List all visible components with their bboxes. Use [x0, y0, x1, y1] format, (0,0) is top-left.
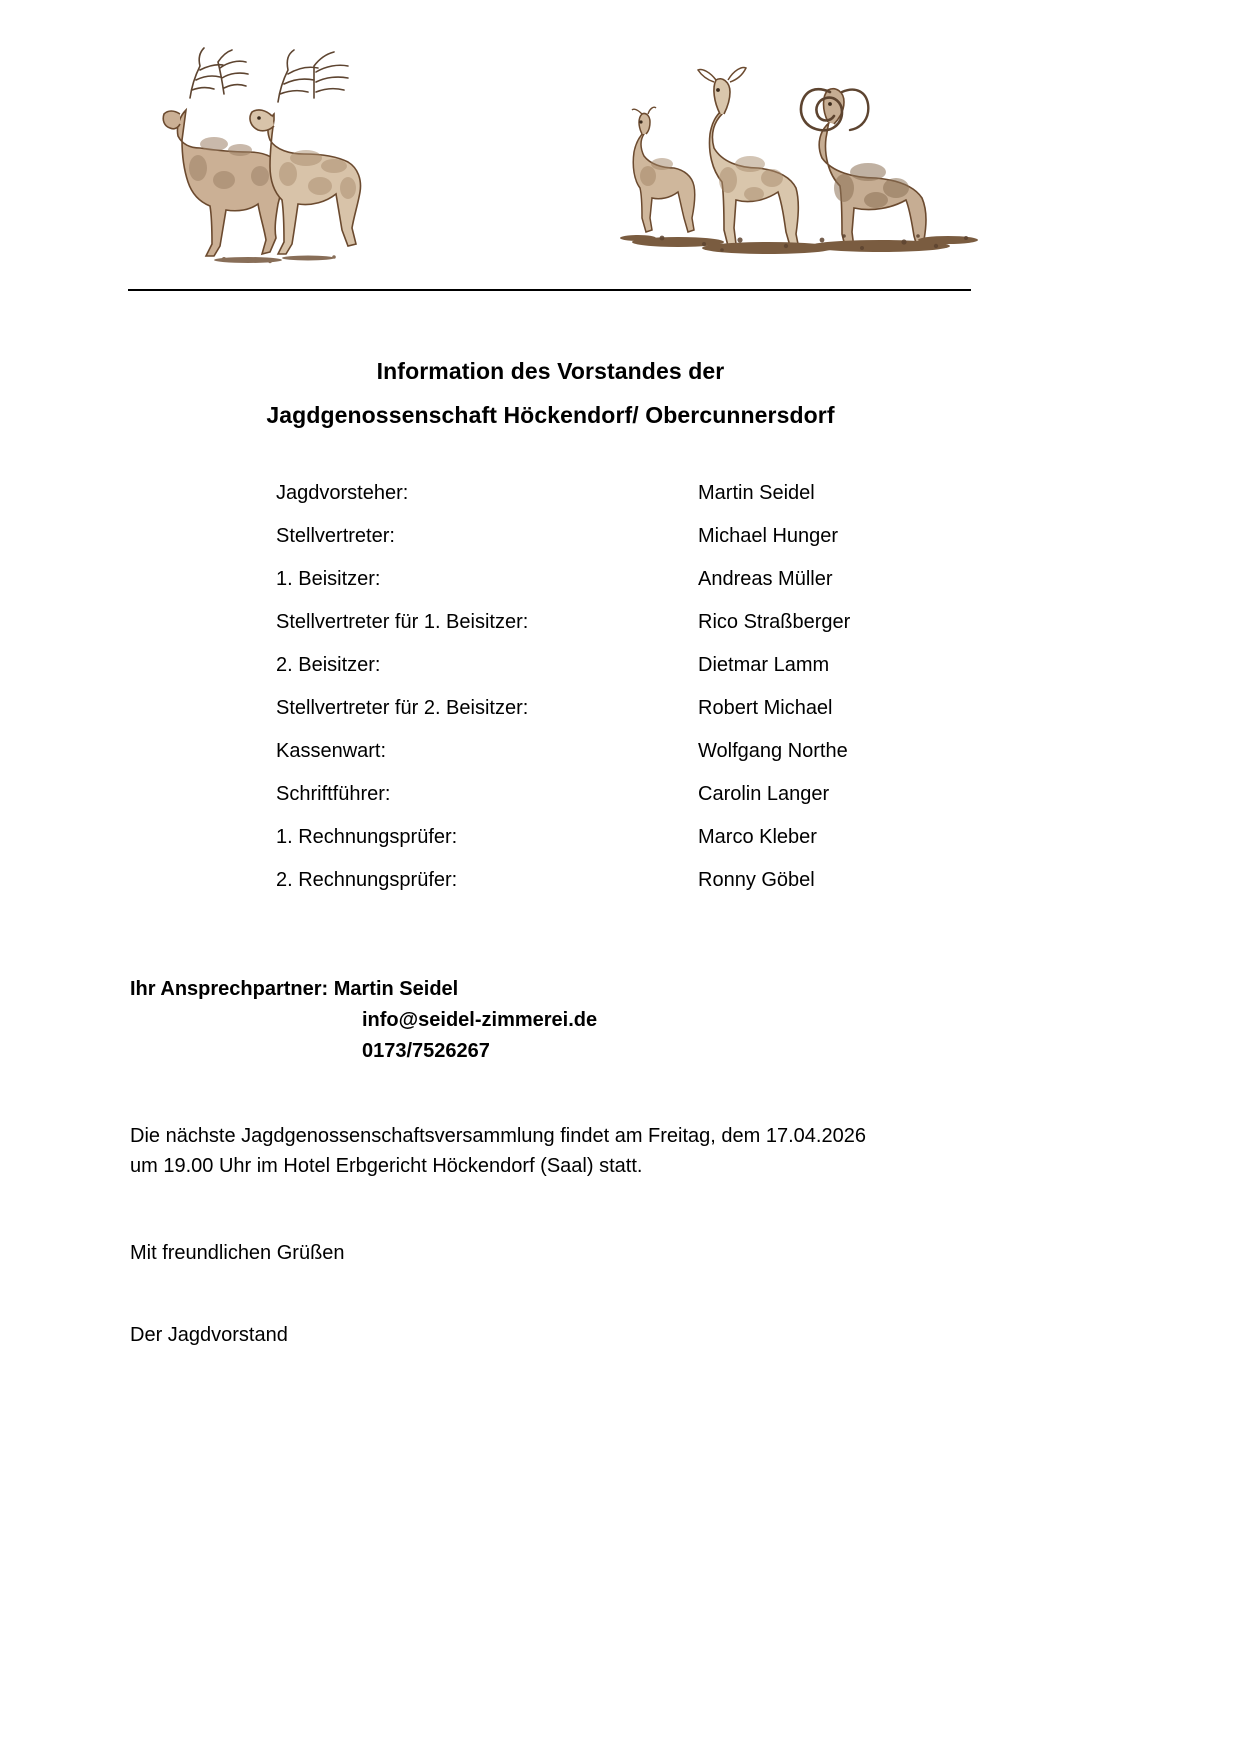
header-divider — [128, 289, 971, 291]
role-label: Stellvertreter: — [276, 525, 395, 547]
red-deer-stags-illustration — [128, 40, 378, 265]
role-holder-name: Robert Michael — [698, 697, 833, 719]
role-holder-name: Andreas Müller — [698, 568, 833, 590]
title-line-1: Information des Vorstandes der — [376, 358, 725, 384]
table-row — [276, 608, 996, 651]
mouflon-and-fallow-deer-illustration — [618, 48, 983, 263]
role-label: 1. Beisitzer: — [276, 568, 381, 590]
closing-block — [130, 1238, 730, 1350]
table-row — [276, 780, 996, 823]
role-label: Stellvertreter für 2. Beisitzer: — [276, 697, 529, 719]
role-holder-name: Rico Straßberger — [698, 611, 851, 633]
role-label: Schriftführer: — [276, 783, 391, 805]
title-line-2: Jagdgenossenschaft Höckendorf/ Obercunnersdorf — [266, 402, 835, 428]
role-holder-name: Ronny Göbel — [698, 869, 815, 891]
table-row — [276, 823, 996, 866]
table-row — [276, 522, 996, 565]
role-holder-name: Marco Kleber — [698, 826, 817, 848]
role-label: 2. Beisitzer: — [276, 654, 381, 676]
table-row — [276, 479, 996, 522]
role-holder-name: Dietmar Lamm — [698, 654, 830, 676]
role-label: Jagdvorsteher: — [276, 482, 409, 504]
role-holder-name: Carolin Langer — [698, 783, 830, 805]
letterhead — [0, 0, 1240, 300]
table-row — [276, 651, 996, 694]
table-row — [276, 694, 996, 737]
contact-phone[interactable]: 0173/7526267 — [362, 1040, 490, 1062]
page-title — [128, 349, 973, 437]
role-holder-name: Michael Hunger — [698, 525, 839, 547]
closing-spacer — [130, 1268, 730, 1320]
meeting-line-1: Die nächste Jagdgenossenschaftsversammlung findet am Freitag, dem 17.04.2026 — [130, 1125, 866, 1147]
board-roster-table — [276, 479, 996, 909]
closing-greeting: Mit freundlichen Grüßen — [130, 1242, 345, 1264]
contact-block — [130, 974, 990, 1067]
role-label: Kassenwart: — [276, 740, 387, 762]
meeting-line-2: um 19.00 Uhr im Hotel Erbgericht Höckendorf (Saal) statt. — [130, 1155, 643, 1177]
role-label: 1. Rechnungsprüfer: — [276, 826, 458, 848]
role-holder-name: Martin Seidel — [698, 482, 815, 504]
table-row — [276, 866, 996, 909]
table-row — [276, 565, 996, 608]
contact-person: Ihr Ansprechpartner: Martin Seidel — [130, 978, 459, 1000]
meeting-announcement — [130, 1121, 975, 1181]
role-label: 2. Rechnungsprüfer: — [276, 869, 458, 891]
role-holder-name: Wolfgang Northe — [698, 740, 848, 762]
contact-email[interactable]: info@seidel-zimmerei.de — [362, 1009, 598, 1031]
role-label: Stellvertreter für 1. Beisitzer: — [276, 611, 529, 633]
closing-signature: Der Jagdvorstand — [130, 1324, 288, 1346]
table-row — [276, 737, 996, 780]
